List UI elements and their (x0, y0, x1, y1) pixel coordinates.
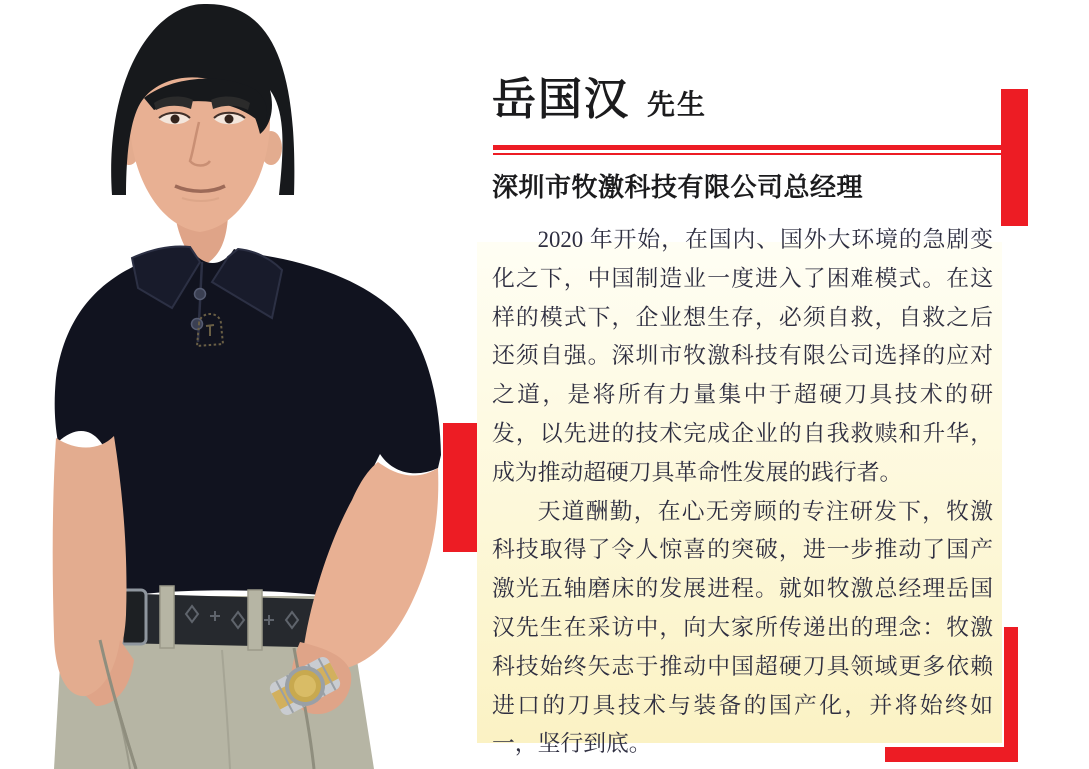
article-body (492, 221, 993, 764)
person-name-heading (492, 76, 707, 124)
article-paragraph-1: 2020 年开始，在国内、国外大环境的急剧变化之下，中国制造业一度进入了困难模式。在这样的模式下，企业想生存，必须自救，自救之后还须自强。深圳市牧激科技有限公司选择的应对之道，是将所有力量集中于超硬刀具技术的研发，以先进的技术完成企业的自我救赎和升华，成为推动超硬刀具革命性发展的践行者。 (492, 227, 993, 485)
red-double-rule (493, 145, 1002, 155)
person-honorific: 先生 (647, 89, 708, 120)
person-name: 岳国汉 (492, 75, 630, 124)
red-corner-vertical (1004, 627, 1018, 762)
red-accent-block-left (443, 423, 477, 552)
person-company-title: 深圳市牧激科技有限公司总经理 (492, 172, 864, 202)
polo-button (195, 289, 206, 300)
portrait-photo (42, 0, 447, 769)
article-paragraph-2: 天道酬勤，在心无旁顾的专注研发下，牧激科技取得了令人惊喜的突破，进一步推动了国产激光五轴磨床的发展进程。就如牧激总经理岳国汉先生在采访中，向大家所传递出的理念：牧激科技始终矢志于推动中国超硬刀具领域更多依赖进口的刀具技术与装备的国产化，并将始终如一，坚行到底。 (492, 498, 993, 757)
polo-button (192, 319, 203, 330)
red-accent-bar-top (1001, 89, 1028, 226)
person-head (111, 4, 294, 266)
